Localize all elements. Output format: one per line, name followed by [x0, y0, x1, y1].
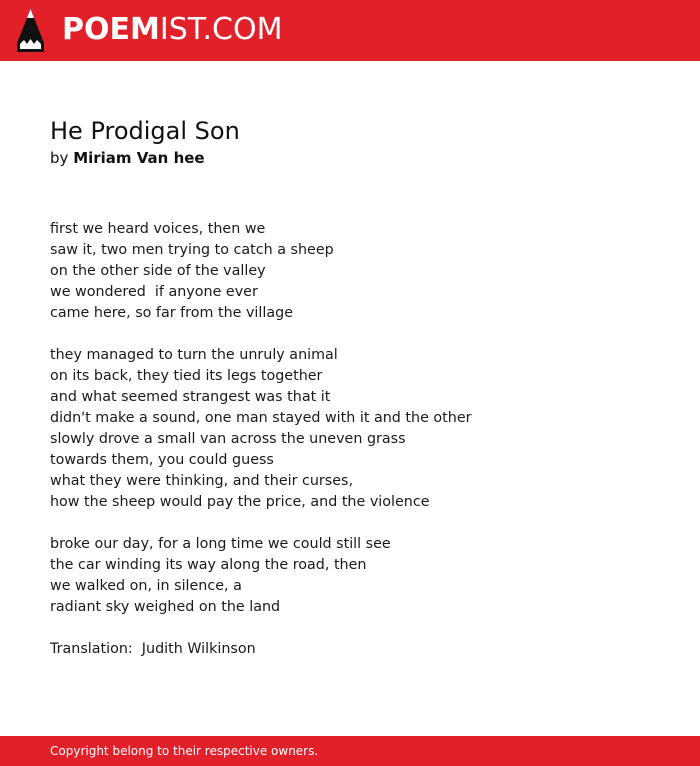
poem-line: first we heard voices, then we: [50, 221, 266, 237]
poem-line: we wondered if anyone ever: [50, 284, 258, 300]
poem-line: on its back, they tied its legs together: [50, 368, 323, 384]
poem-stanza: [50, 219, 650, 324]
poem-line: on the other side of the valley: [50, 263, 266, 279]
poem-line: they managed to turn the unruly animal: [50, 347, 338, 363]
poem-line: how the sheep would pay the price, and the violence: [50, 494, 430, 510]
by-label: by: [50, 149, 69, 167]
poem-byline: [50, 147, 650, 169]
copyright-text: Copyright belong to their respective owners.: [50, 744, 319, 758]
site-footer: [0, 736, 700, 766]
translation-credit: Translation: Judith Wilkinson: [50, 641, 256, 657]
poem-line: radiant sky weighed on the land: [50, 599, 281, 615]
poem-body: [50, 219, 650, 660]
poem-line: we walked on, in silence, a: [50, 578, 242, 594]
author-name[interactable]: Miriam Van hee: [73, 149, 205, 167]
poem-line: saw it, two men trying to catch a sheep: [50, 242, 334, 258]
logo-light-text: IST.COM: [159, 12, 283, 47]
poem-container: [50, 116, 650, 681]
poem-stanza: [50, 534, 650, 618]
poem-line: and what seemed strangest was that it: [50, 389, 331, 405]
poem-line: what they were thinking, and their curses,: [50, 473, 354, 489]
logo-bold-text: POEM: [62, 12, 160, 47]
poem-line: slowly drove a small van across the uneven grass: [50, 431, 406, 447]
poem-stanza: [50, 345, 650, 513]
site-header: [0, 0, 700, 61]
poem-line: the car winding its way along the road, then: [50, 557, 367, 573]
pencil-icon[interactable]: [17, 9, 44, 52]
poem-title: He Prodigal Son: [50, 117, 240, 145]
poem-line: didn't make a sound, one man stayed with it and the other: [50, 410, 472, 426]
poem-line: broke our day, for a long time we could still see: [50, 536, 391, 552]
poem-stanza: [50, 639, 650, 660]
poem-line: towards them, you could guess: [50, 452, 274, 468]
poem-line: came here, so far from the village: [50, 305, 293, 321]
site-logo[interactable]: [62, 13, 282, 47]
